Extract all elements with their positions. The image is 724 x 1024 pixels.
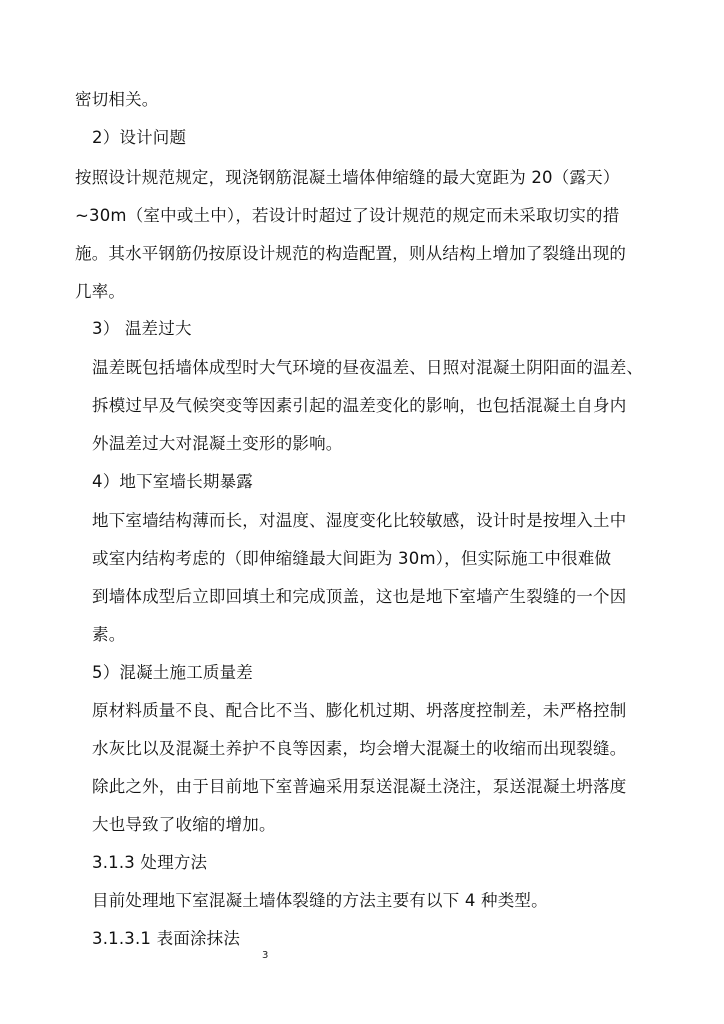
paragraph-line: 温差既包括墙体成型时大气环境的昼夜温差、日照对混凝土阴阳面的温差、: [92, 358, 644, 377]
section-heading: 4）地下室墙长期暴露: [92, 472, 253, 491]
paragraph-line: 几率。: [75, 282, 126, 301]
paragraph-line: 或室内结构考虑的（即伸缩缝最大间距为 30m），但实际施工中很难做: [92, 549, 612, 568]
section-heading: 3） 温差过大: [92, 319, 192, 338]
section-heading: 3.1.3.1 表面涂抹法: [92, 929, 241, 948]
paragraph-line: 除此之外，由于目前地下室普遍采用泵送混凝土浇注，泵送混凝土坍落度: [92, 777, 627, 796]
section-heading: 2）设计问题: [92, 128, 187, 147]
paragraph-line: 外温差过大对混凝土变形的影响。: [92, 434, 343, 453]
section-heading: 3.1.3 处理方法: [92, 853, 208, 872]
paragraph-line: 目前处理地下室混凝土墙体裂缝的方法主要有以下 4 种类型。: [92, 891, 548, 910]
paragraph-line: 大也导致了收缩的增加。: [92, 815, 276, 834]
paragraph-line: 素。: [92, 625, 126, 644]
paragraph-line: 按照设计规范规定，现浇钢筋混凝土墙体伸缩缝的最大宽距为 20（露天）: [75, 168, 620, 187]
section-heading: 5）混凝土施工质量差: [92, 663, 253, 682]
paragraph-line: 原材料质量不良、配合比不当、膨化机过期、坍落度控制差，未严格控制: [92, 701, 627, 720]
page-number: 3: [262, 950, 269, 961]
paragraph-line: ~30m（室中或土中），若设计时超过了设计规范的规定而未采取切实的措: [75, 206, 620, 225]
paragraph-line: 地下室墙结构薄而长，对温度、湿度变化比较敏感，设计时是按埋入土中: [92, 511, 627, 530]
paragraph-line: 密切相关。: [75, 90, 159, 109]
paragraph-line: 施。其水平钢筋仍按原设计规范的构造配置，则从结构上增加了裂缝出现的: [75, 244, 627, 263]
paragraph-line: 水灰比以及混凝土养护不良等因素，均会增大混凝土的收缩而出现裂缝。: [92, 739, 627, 758]
paragraph-line: 到墙体成型后立即回填土和完成顶盖，这也是地下室墙产生裂缝的一个因: [92, 587, 627, 606]
paragraph-line: 拆模过早及气候突变等因素引起的温差变化的影响，也包括混凝土自身内: [92, 396, 627, 415]
